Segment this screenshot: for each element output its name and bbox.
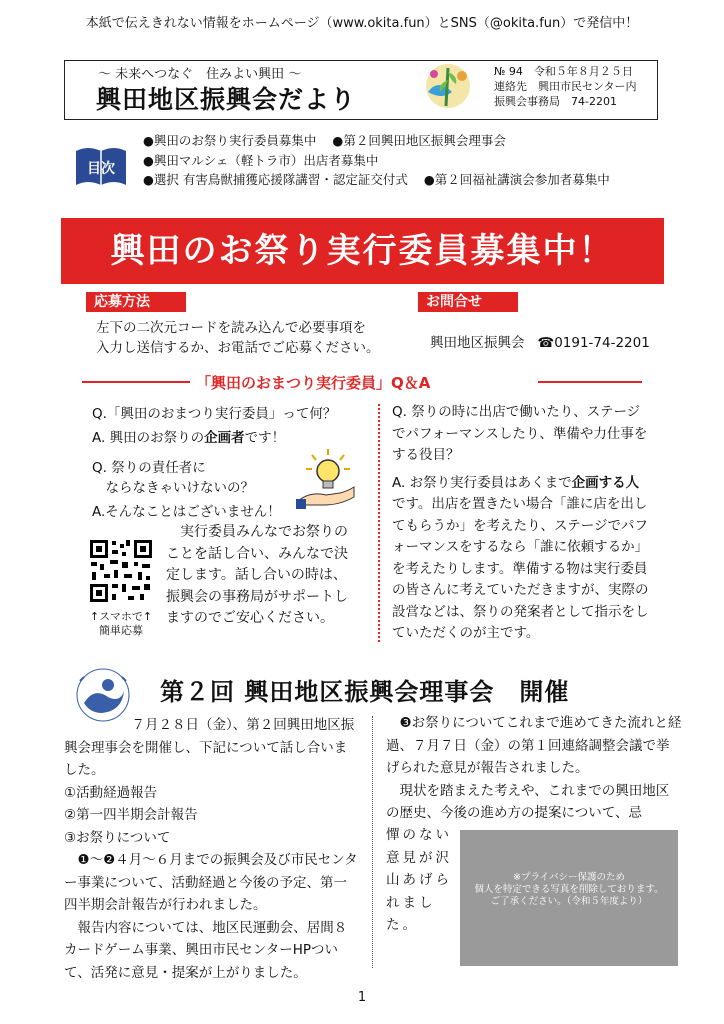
toc-item: ●第２回福祉講演会参加者募集中 [423,172,610,187]
board-para: 報告内容については、地区民運動会、居間８カードゲーム事業、興田市民センターHPついて、活発に意見・提案が上がりました。 [64,919,348,981]
lightbulb-hand-icon [296,447,358,509]
apply-line: 入力し送信するか、お電話でご応募ください。 [96,340,380,356]
toc-label: 目次 [87,161,115,177]
contact-line: 連絡先 興田市民センター内 [494,80,637,93]
toc-item: ●興田のお祭り実行委員募集中 [143,133,317,148]
toc-row [143,151,626,171]
answer-2-head: A.そんなことはございません！ [92,504,281,520]
office-line: 振興会事務局 74-2201 [494,95,617,108]
apply-instructions [96,318,396,358]
contact-phone: ☎0191-74-2201 [537,335,650,351]
apply-label: 応募方法 [86,292,186,312]
question-2: Q. 祭りの責任者に ならなきゃいけないの？ [92,460,254,496]
qa-title: 「興田のおまつり実行委員」Q＆A [196,374,431,392]
recruit-banner: 興田のお祭り実行委員募集中！ [61,218,664,284]
header-notice: 本紙で伝えきれない情報をホームページ（www.okita.fun）とSNS（@okita.fun）で発信中！ [85,16,639,31]
book-icon [74,143,128,189]
answer-2-body: 実行委員みんなでお祭りのことを話し合い、みんなで決定します。話し合いの時は、振興会の事務局がサポートしますのでご安心ください。 [166,524,348,626]
contact-org: 興田地区振興会 [430,335,525,351]
answer-1: A. 興田のお祭りの企画者です！ [92,430,286,446]
okita-logo-icon [418,62,474,114]
board-left-column [64,714,360,984]
question-3: Q. 祭りの時に出店で働いたり、ステージでパフォーマンスしたり、準備や力仕事をする役目？ [392,404,648,463]
qa-rule-right [538,381,642,383]
agenda-item: ①活動経過報告 [64,784,158,801]
masthead-subtitle: ～ 未来へつなぐ 住みよい興田 ～ [98,67,302,82]
board-intro: ７月２８日（金）、第２回興田地区振興会理事会を開催し、下記について話し合いました。 [64,717,355,778]
apply-line: 左下の二次元コードを読み込んで必要事項を [96,320,366,336]
qa-right-column [392,402,652,651]
column-divider [372,716,373,968]
contact-info [430,331,650,351]
agenda-item: ③お祭りについて [64,829,171,846]
board-title: 第２回 興田地区振興会理事会 開催 [160,678,570,706]
masthead-info [494,64,637,109]
column-divider [378,404,380,642]
privacy-note: ※プライバシー保護のため 個人を特定できる写真を削除しております。 ご了承ください。（令和５年度より） [474,872,664,907]
toc-item: ●興田マルシェ（軽トラ市）出店者募集中 [143,152,379,168]
question-1: Q.「興田のおまつり実行委員」って何？ [92,406,337,422]
toc-item: ●第２回興田地区振興会理事会 [332,133,506,148]
page-number: 1 [357,990,367,1005]
toc-item: ●選択 有害鳥獣捕獲応援隊講習・認定証交付式 [143,172,408,187]
qa-rule-left [82,381,190,383]
toc-row [143,131,626,151]
qr-caption: ↑スマホで↑ 簡単応募 [89,610,153,637]
masthead-title: 興田地区振興会だより [96,85,357,114]
table-of-contents [143,131,626,190]
agenda-item: ②第一四半期会計報告 [64,807,198,823]
board-para: ❶～❷４月～６月までの振興会及び市民センター事業について、活動経過と今後の予定、第一四半期会計報告が行われました。 [64,852,358,913]
board-para-narrow: 憚のない意見が沢山あげられました。 [386,827,452,933]
board-para: 現状を踏まえた考えや、これまでの興田地区の歴史、今後の進め方の提案について、忌 [386,782,670,821]
answer-3: A. お祭り実行委員はあくまで企画する人です。出店を置きたい場合「誰に店を出してもらうか」を考えたり、ステージでパフォーマンスをするなら「誰に依頼するか」を考えたりします。準備する物は実行委員の皆さんに考えていただきますが、実際の設営などは、祭りの発案者として指示をしていただくのが主です。 [392,474,649,641]
board-right-column [386,712,682,825]
toc-row [143,170,626,190]
issue-line: № 94 令和５年８月２５日 [494,65,633,78]
contact-label: お問合せ [418,292,518,312]
qr-code[interactable] [88,538,154,604]
board-para: ❸お祭りについてこれまで進めてきた流れと経過、７月７日（金）の第１回連絡調整会議で挙げられた意見が報告されました。 [386,715,682,776]
